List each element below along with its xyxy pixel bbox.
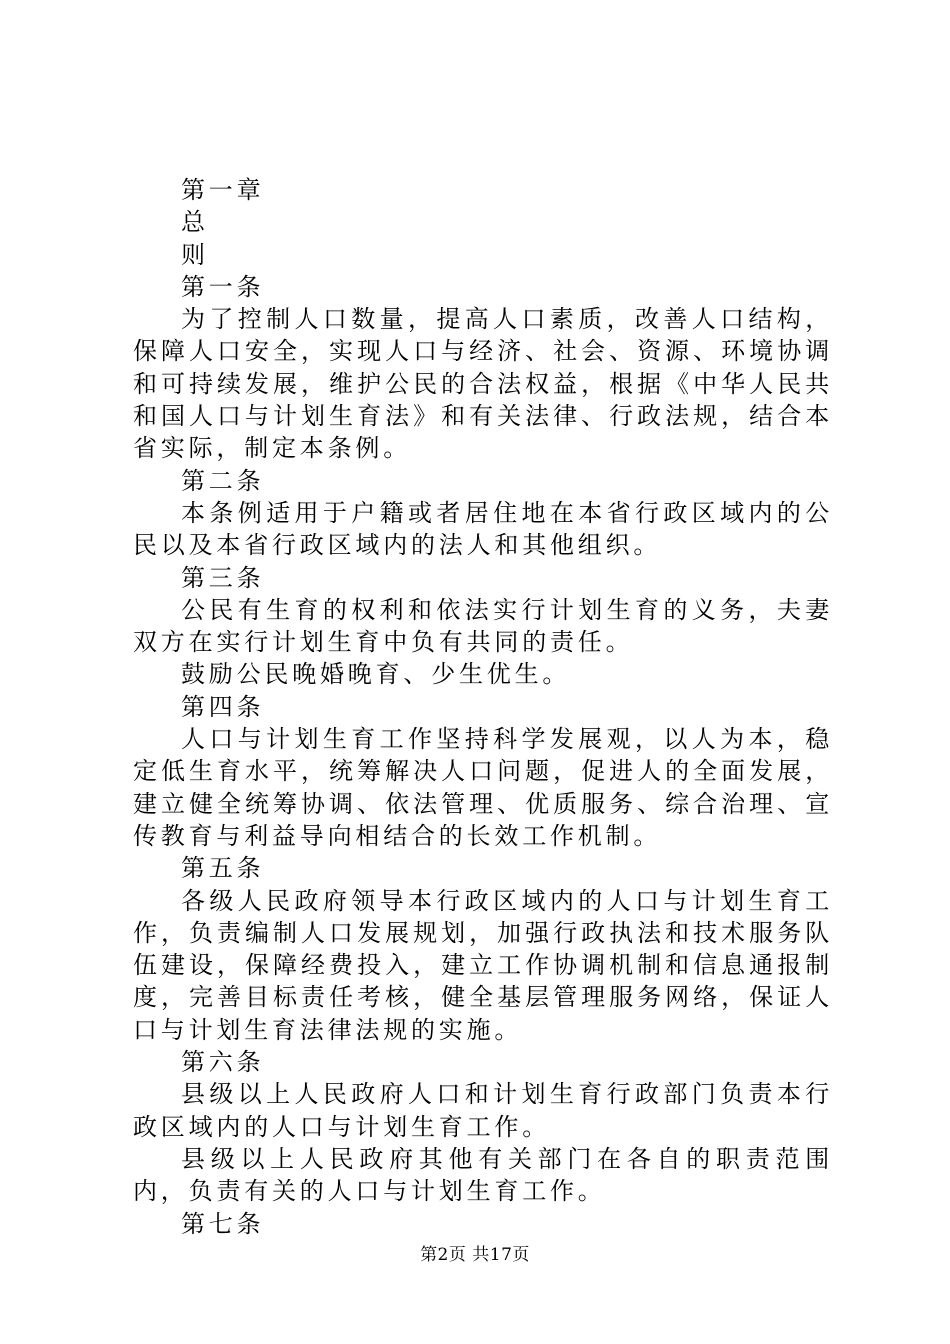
page-number-footer: 第2页 共17页 <box>420 1245 530 1265</box>
article-paragraph: 鼓励公民晚婚晚育、少生优生。 <box>181 660 571 689</box>
article-paragraph: 本条例适用于户籍或者居住地在本省行政区域内的公民以及本省行政区域内的法人和其他组织。 <box>133 498 833 560</box>
article-paragraph: 人口与计划生育工作坚持科学发展观，以人为本，稳定低生育水平，统筹解决人口问题，促进人的全面发展，建立健全统筹协调、依法管理、优质服务、综合治理、宣传教育与利益导向相结合的长效工作机制。 <box>133 725 833 850</box>
article-heading: 第七条 <box>181 1209 265 1238</box>
chapter-title-part-2: 则 <box>181 240 209 269</box>
chapter-number: 第一章 <box>181 176 265 204</box>
article-paragraph: 各级人民政府领导本行政区域内的人口与计划生育工作，负责编制人口发展规划，加强行政执法和技术服务队伍建设，保障经费投入，建立工作协调机制和信息通报制度，完善目标责任考核，健全基层管理服务网络，保证人口与计划生育法律法规的实施。 <box>133 886 833 1044</box>
article-heading: 第六条 <box>181 1048 265 1077</box>
article-heading: 第一条 <box>181 272 265 301</box>
article-paragraph: 公民有生育的权利和依法实行计划生育的义务，夫妻双方在实行计划生育中负有共同的责任。 <box>133 595 833 657</box>
article-heading: 第四条 <box>181 692 265 721</box>
article-paragraph: 为了控制人口数量，提高人口素质，改善人口结构，保障人口安全，实现人口与经济、社会、资源、环境协调和可持续发展，维护公民的合法权益，根据《中华人民共和国人口与计划生育法》和有关法律、行政法规，结合本省实际，制定本条例。 <box>133 305 833 463</box>
document-body <box>133 174 833 1240</box>
article-paragraph: 县级以上人民政府其他有关部门在各自的职责范围内，负责有关的人口与计划生育工作。 <box>133 1144 833 1206</box>
chapter-title-part-1: 总 <box>181 208 209 237</box>
article-heading: 第二条 <box>181 466 265 495</box>
article-paragraph: 县级以上人民政府人口和计划生育行政部门负责本行政区域内的人口与计划生育工作。 <box>133 1080 833 1141</box>
article-heading: 第五条 <box>181 854 265 883</box>
article-heading: 第三条 <box>181 563 265 592</box>
